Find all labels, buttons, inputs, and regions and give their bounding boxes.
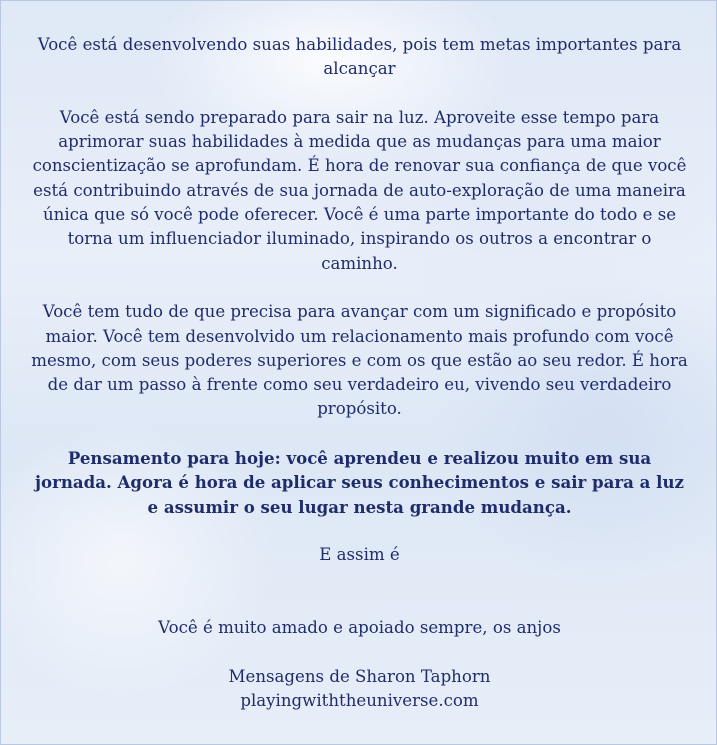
spacer xyxy=(31,422,688,446)
spacer xyxy=(31,519,688,543)
intro-paragraph: Você está desenvolvendo suas habilidades, pois tem metas importantes para alcançar xyxy=(37,35,682,79)
spacer xyxy=(31,276,688,300)
spacer xyxy=(31,640,688,664)
message-body xyxy=(31,33,688,713)
love-signoff: Você é muito amado e apoiado sempre, os anjos xyxy=(158,618,561,638)
author-credit: Mensagens de Sharon Taphorn xyxy=(228,666,491,686)
purpose-paragraph: Você tem tudo de que precisa para avançar com um significado e propósito maior. Você tem desenvolvido um relacionamento mais profundo com você mesmo, com seus poderes superiores e com os que estão ao seu redor. É hora de dar um passo à frente como seu verdadeiro eu, vivendo seu verdadeiro propósito. xyxy=(31,302,688,419)
closing-line: E assim é xyxy=(319,545,400,565)
thought-for-today: Pensamento para hoje: você aprendeu e realizou muito em sua jornada. Agora é hora de aplicar seus conhecimentos e sair para a luz e assumir o seu lugar nesta grande mudança. xyxy=(35,448,684,517)
preparation-paragraph: Você está sendo preparado para sair na luz. Aproveite esse tempo para aprimorar suas habilidades à medida que as mudanças para uma maior conscientização se aprofundam. É hora de renovar sua confiança de que você está contribuindo através de sua jornada de auto-exploração de uma maneira única que só você pode oferecer. Você é uma parte importante do todo e se torna um influenciador iluminado, inspirando os outros a encontrar o caminho. xyxy=(32,107,687,273)
website-link[interactable]: playingwiththeuniverse.com xyxy=(240,691,479,711)
spacer xyxy=(31,568,688,617)
spacer xyxy=(31,82,688,106)
